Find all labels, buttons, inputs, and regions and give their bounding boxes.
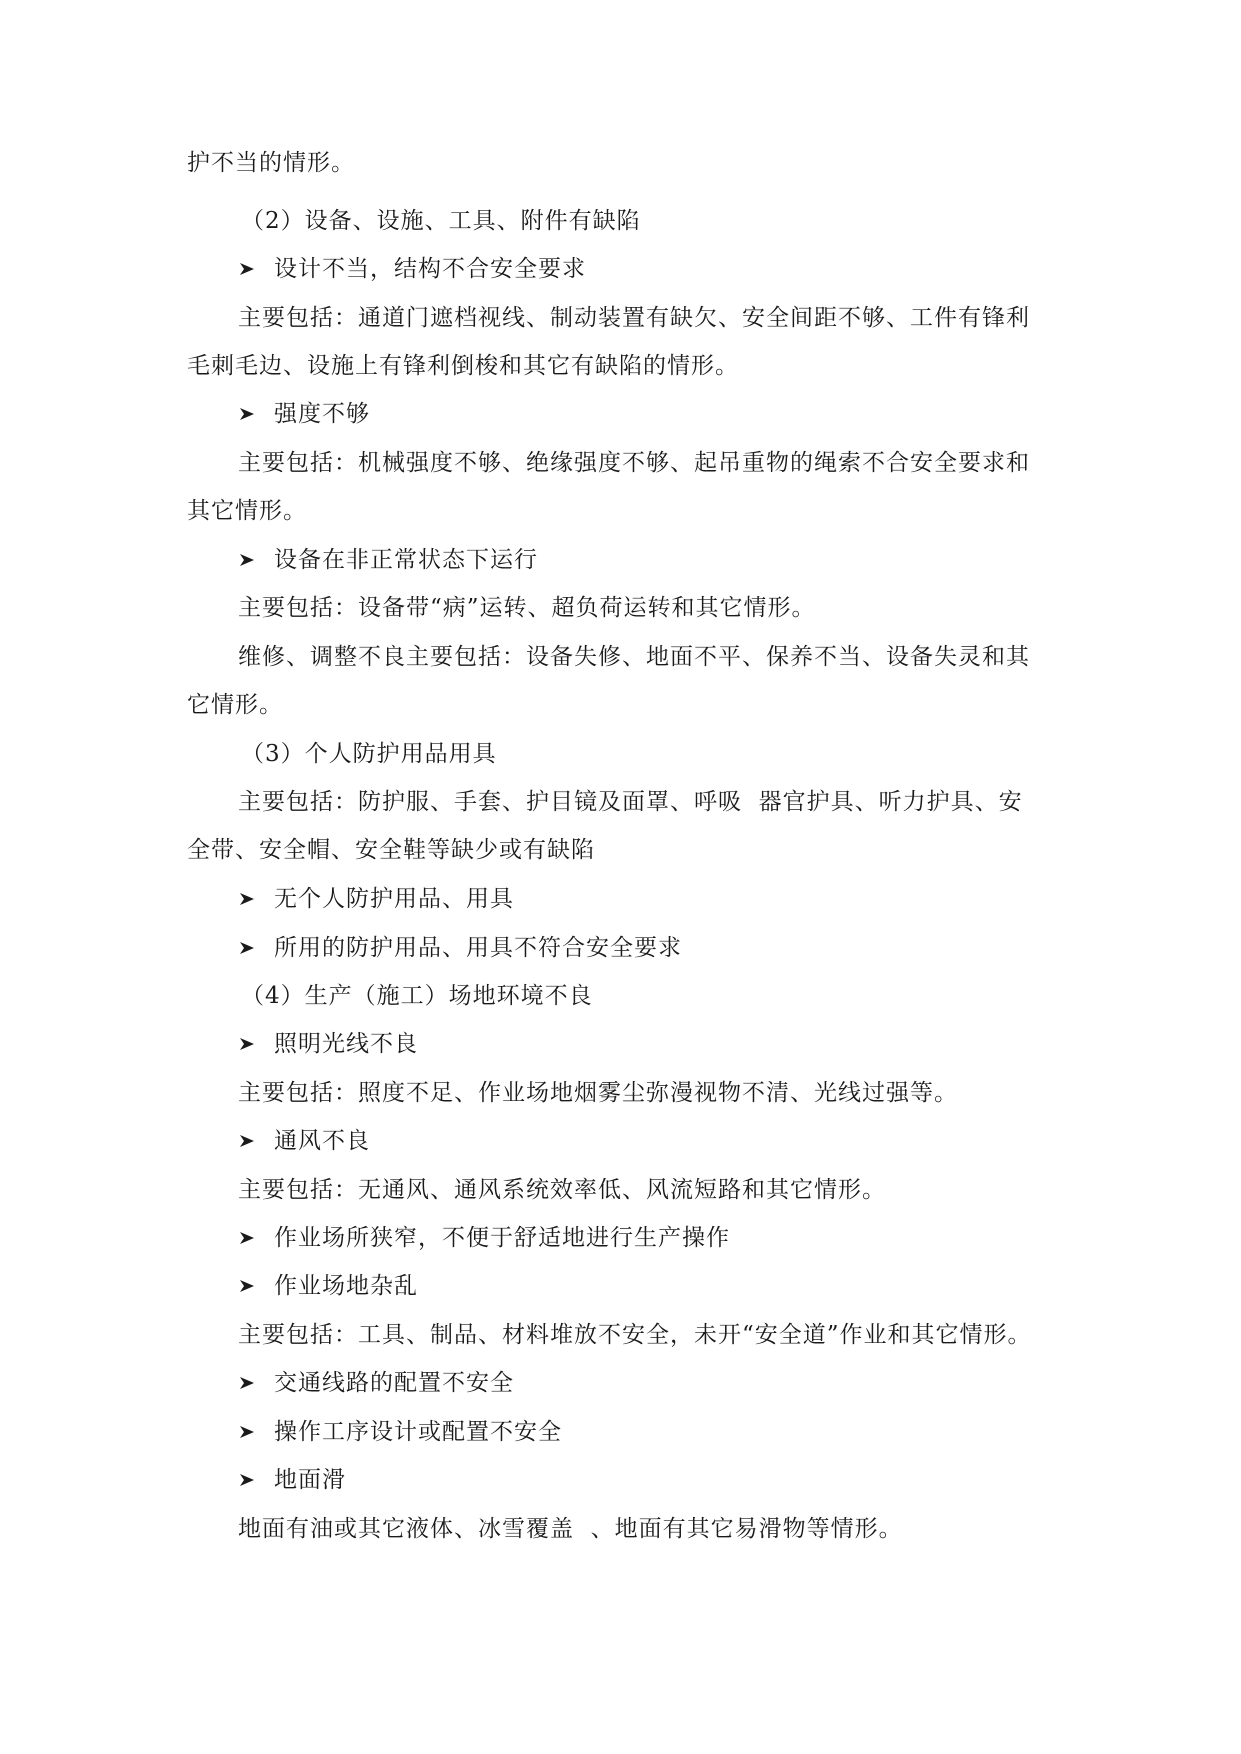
bullet-item: [238, 1271, 418, 1301]
text-line: 毛刺毛边、设施上有锋利倒梭和其它有缺陷的情形。: [187, 353, 739, 379]
text-line: 主要包括：防护服、手套、护目镜及面罩、呼吸 器官护具、听力护具、安: [238, 789, 1023, 815]
bullet-item: [238, 1465, 346, 1495]
section-heading: （4）生产（施工）场地环境不良: [241, 983, 593, 1009]
bullet-item: [238, 1029, 418, 1059]
arrow-bullet-icon: [238, 405, 256, 423]
arrow-bullet-icon: [238, 551, 256, 569]
text-line: 全带、安全帽、安全鞋等缺少或有缺陷: [187, 837, 595, 863]
bullet-label: 交通线路的配置不安全: [274, 1370, 514, 1396]
arrow-bullet-icon: [238, 1229, 256, 1247]
bullet-label: 无个人防护用品、用具: [274, 886, 514, 912]
bullet-label: 照明光线不良: [274, 1031, 418, 1057]
section-heading: （2）设备、设施、工具、附件有缺陷: [241, 208, 641, 234]
arrow-bullet-icon: [238, 1374, 256, 1392]
bullet-item: [238, 254, 586, 284]
text-line: 主要包括：通道门遮档视线、制动装置有缺欠、安全间距不够、工件有锋利: [238, 305, 1030, 331]
bullet-label: 强度不够: [274, 401, 370, 427]
text-line: 主要包括：机械强度不够、绝缘强度不够、起吊重物的绳索不合安全要求和: [238, 450, 1030, 476]
text-line: 主要包括：无通风、通风系统效率低、风流短路和其它情形。: [238, 1177, 886, 1203]
bullet-label: 作业场所狭窄，不便于舒适地进行生产操作: [274, 1225, 730, 1251]
section-heading: （3）个人防护用品用具: [241, 741, 497, 767]
arrow-bullet-icon: [238, 1035, 256, 1053]
bullet-item: [238, 1126, 370, 1156]
text-line: 它情形。: [187, 692, 283, 718]
arrow-bullet-icon: [238, 1423, 256, 1441]
bullet-item: [238, 545, 538, 575]
arrow-bullet-icon: [238, 890, 256, 908]
arrow-bullet-icon: [238, 1277, 256, 1295]
bullet-label: 设计不当，结构不合安全要求: [274, 256, 586, 282]
bullet-label: 通风不良: [274, 1128, 370, 1154]
bullet-label: 地面滑: [274, 1467, 346, 1493]
text-line: 地面有油或其它液体、冰雪覆盖 、地面有其它易滑物等情形。: [238, 1516, 903, 1542]
text-line: 主要包括：工具、制品、材料堆放不安全，未开“安全道”作业和其它情形。: [238, 1322, 1032, 1348]
bullet-item: [238, 399, 370, 429]
bullet-label: 设备在非正常状态下运行: [274, 547, 538, 573]
bullet-item: [238, 1223, 730, 1253]
arrow-bullet-icon: [238, 1132, 256, 1150]
bullet-item: [238, 1368, 514, 1398]
bullet-item: [238, 1417, 562, 1447]
text-line: 主要包括：设备带“病”运转、超负荷运转和其它情形。: [238, 595, 816, 621]
text-line: 护不当的情形。: [187, 150, 355, 176]
text-line: 其它情形。: [187, 498, 307, 524]
arrow-bullet-icon: [238, 1471, 256, 1489]
bullet-item: [238, 933, 682, 963]
bullet-item: [238, 884, 514, 914]
text-line: 维修、调整不良主要包括：设备失修、地面不平、保养不当、设备失灵和其: [238, 644, 1030, 670]
arrow-bullet-icon: [238, 939, 256, 957]
bullet-label: 所用的防护用品、用具不符合安全要求: [274, 935, 682, 961]
bullet-label: 作业场地杂乱: [274, 1273, 418, 1299]
bullet-label: 操作工序设计或配置不安全: [274, 1419, 562, 1445]
arrow-bullet-icon: [238, 260, 256, 278]
text-line: 主要包括：照度不足、作业场地烟雾尘弥漫视物不清、光线过强等。: [238, 1080, 958, 1106]
